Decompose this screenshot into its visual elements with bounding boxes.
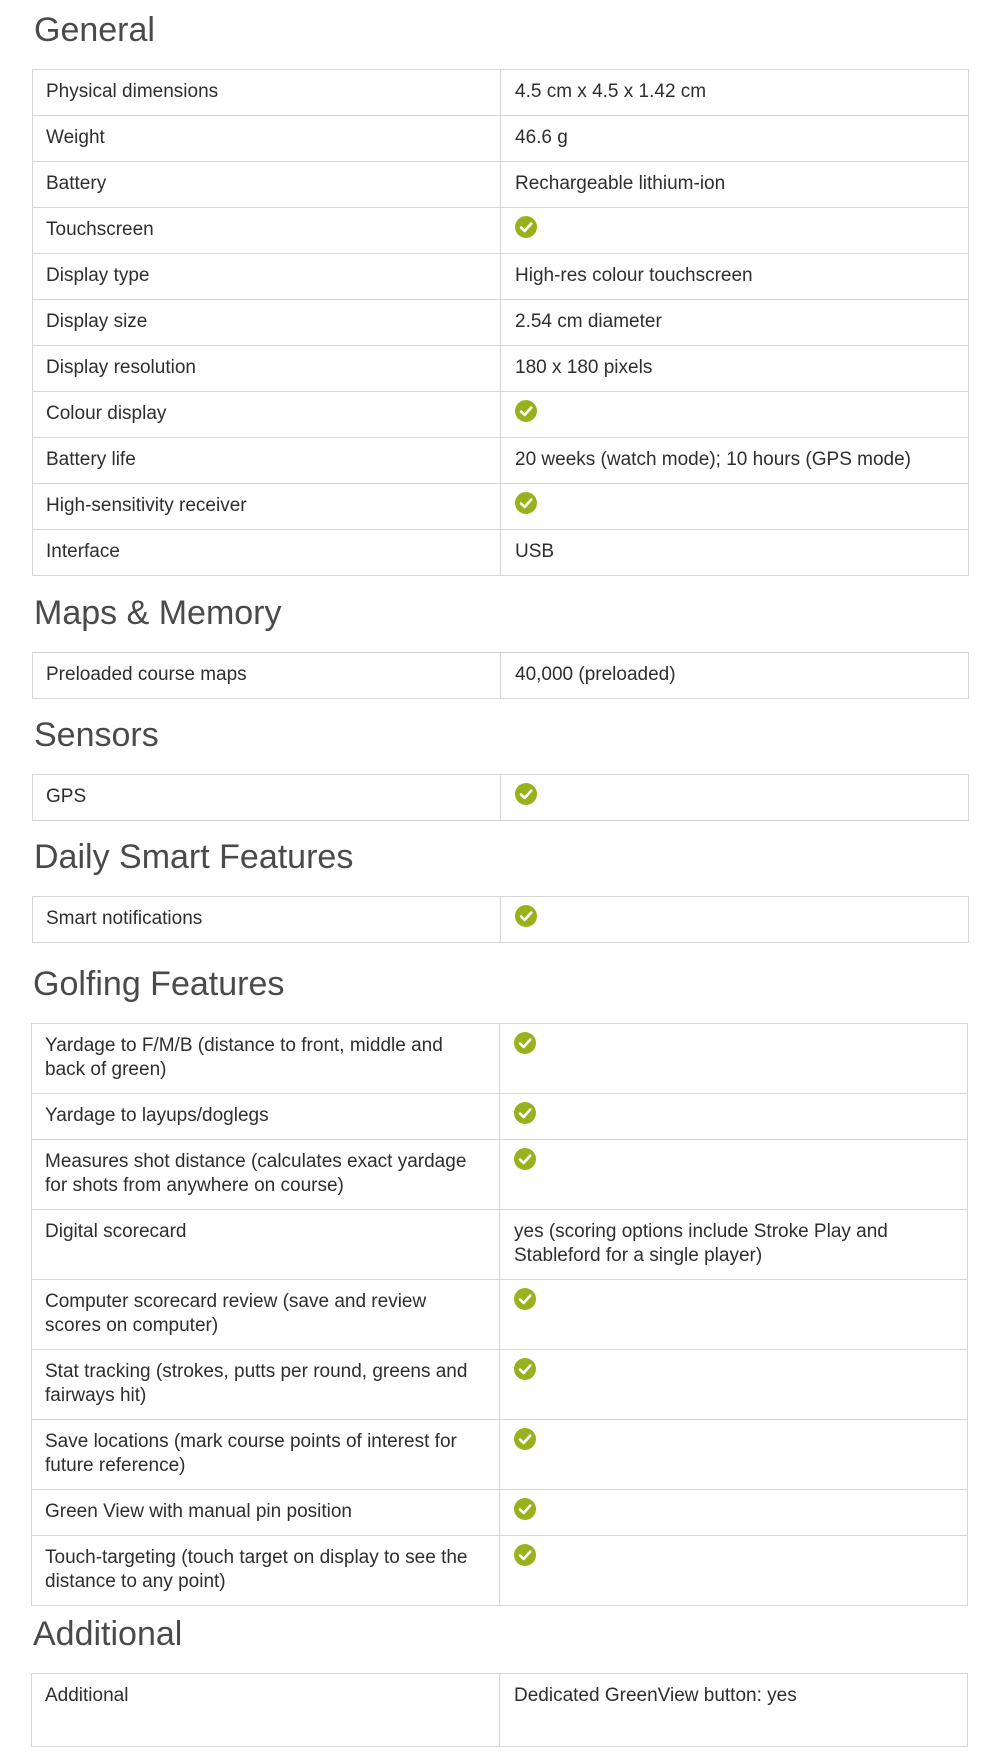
spec-row bbox=[33, 653, 969, 699]
spec-label: Additional bbox=[32, 1674, 500, 1747]
spec-label: Smart notifications bbox=[33, 897, 501, 943]
spec-row bbox=[32, 1350, 968, 1420]
spec-row bbox=[33, 70, 969, 116]
spec-label: Battery life bbox=[33, 438, 501, 484]
spec-label: Physical dimensions bbox=[33, 70, 501, 116]
checkmark-icon bbox=[514, 1498, 536, 1520]
spec-label: GPS bbox=[33, 775, 501, 821]
spec-label: Colour display bbox=[33, 392, 501, 438]
spec-label: Yardage to layups/doglegs bbox=[32, 1094, 500, 1140]
section-heading: Additional bbox=[33, 1615, 183, 1653]
checkmark-icon bbox=[515, 783, 537, 805]
spec-value: Dedicated GreenView button: yes bbox=[500, 1674, 968, 1747]
spec-row bbox=[32, 1210, 968, 1280]
spec-label: Weight bbox=[33, 116, 501, 162]
spec-value-check bbox=[500, 1280, 968, 1350]
spec-row bbox=[32, 1420, 968, 1490]
spec-value-check bbox=[500, 1350, 968, 1420]
spec-row bbox=[33, 530, 969, 576]
spec-value: 4.5 cm x 4.5 x 1.42 cm bbox=[501, 70, 969, 116]
section-heading: Golfing Features bbox=[33, 965, 285, 1003]
spec-label: Computer scorecard review (save and review scores on computer) bbox=[32, 1280, 500, 1350]
spec-value: 180 x 180 pixels bbox=[501, 346, 969, 392]
spec-value-check bbox=[500, 1490, 968, 1536]
section-heading: General bbox=[34, 11, 155, 49]
spec-table bbox=[32, 774, 969, 821]
spec-row bbox=[32, 1140, 968, 1210]
spec-label: Display resolution bbox=[33, 346, 501, 392]
spec-row bbox=[33, 208, 969, 254]
spec-table bbox=[32, 652, 969, 699]
spec-value-check bbox=[501, 484, 969, 530]
spec-value: 46.6 g bbox=[501, 116, 969, 162]
spec-value-check bbox=[501, 208, 969, 254]
spec-label: Green View with manual pin position bbox=[32, 1490, 500, 1536]
checkmark-icon bbox=[515, 905, 537, 927]
spec-value-check bbox=[500, 1024, 968, 1094]
checkmark-icon bbox=[514, 1102, 536, 1124]
spec-label: Stat tracking (strokes, putts per round, greens and fairways hit) bbox=[32, 1350, 500, 1420]
spec-label: Display size bbox=[33, 300, 501, 346]
spec-label: Touchscreen bbox=[33, 208, 501, 254]
spec-row bbox=[33, 116, 969, 162]
spec-row bbox=[33, 254, 969, 300]
checkmark-icon bbox=[514, 1358, 536, 1380]
spec-value-check bbox=[500, 1094, 968, 1140]
spec-label: High-sensitivity receiver bbox=[33, 484, 501, 530]
spec-value: Rechargeable lithium-ion bbox=[501, 162, 969, 208]
checkmark-icon bbox=[514, 1288, 536, 1310]
section-heading: Maps & Memory bbox=[34, 594, 282, 632]
spec-row bbox=[32, 1024, 968, 1094]
checkmark-icon bbox=[514, 1148, 536, 1170]
checkmark-icon bbox=[515, 216, 537, 238]
spec-value: 20 weeks (watch mode); 10 hours (GPS mode) bbox=[501, 438, 969, 484]
spec-row bbox=[32, 1536, 968, 1606]
spec-row bbox=[33, 162, 969, 208]
spec-row bbox=[33, 897, 969, 943]
spec-value-check bbox=[501, 392, 969, 438]
spec-row bbox=[32, 1674, 968, 1747]
spec-label: Yardage to F/M/B (distance to front, middle and back of green) bbox=[32, 1024, 500, 1094]
spec-row bbox=[32, 1094, 968, 1140]
spec-label: Digital scorecard bbox=[32, 1210, 500, 1280]
checkmark-icon bbox=[514, 1428, 536, 1450]
spec-row bbox=[33, 438, 969, 484]
section-heading: Daily Smart Features bbox=[34, 838, 354, 876]
section-heading: Sensors bbox=[34, 716, 159, 754]
spec-table bbox=[32, 896, 969, 943]
spec-value-check bbox=[500, 1140, 968, 1210]
spec-row bbox=[32, 1490, 968, 1536]
spec-label: Display type bbox=[33, 254, 501, 300]
spec-row bbox=[33, 346, 969, 392]
spec-table bbox=[32, 69, 969, 576]
spec-row bbox=[32, 1280, 968, 1350]
checkmark-icon bbox=[514, 1032, 536, 1054]
spec-value: USB bbox=[501, 530, 969, 576]
spec-value: High-res colour touchscreen bbox=[501, 254, 969, 300]
spec-table bbox=[31, 1023, 968, 1606]
spec-value-check bbox=[501, 775, 969, 821]
spec-label: Measures shot distance (calculates exact yardage for shots from anywhere on course) bbox=[32, 1140, 500, 1210]
spec-table bbox=[31, 1673, 968, 1747]
spec-label: Interface bbox=[33, 530, 501, 576]
spec-label: Save locations (mark course points of interest for future reference) bbox=[32, 1420, 500, 1490]
spec-label: Battery bbox=[33, 162, 501, 208]
spec-row bbox=[33, 775, 969, 821]
checkmark-icon bbox=[515, 400, 537, 422]
spec-label: Preloaded course maps bbox=[33, 653, 501, 699]
spec-value: yes (scoring options include Stroke Play and Stableford for a single player) bbox=[500, 1210, 968, 1280]
spec-value-check bbox=[500, 1536, 968, 1606]
spec-value: 40,000 (preloaded) bbox=[501, 653, 969, 699]
checkmark-icon bbox=[514, 1544, 536, 1566]
spec-row bbox=[33, 484, 969, 530]
spec-value-check bbox=[500, 1420, 968, 1490]
spec-value-check bbox=[501, 897, 969, 943]
checkmark-icon bbox=[515, 492, 537, 514]
spec-row bbox=[33, 392, 969, 438]
spec-row bbox=[33, 300, 969, 346]
spec-value: 2.54 cm diameter bbox=[501, 300, 969, 346]
spec-label: Touch-targeting (touch target on display to see the distance to any point) bbox=[32, 1536, 500, 1606]
